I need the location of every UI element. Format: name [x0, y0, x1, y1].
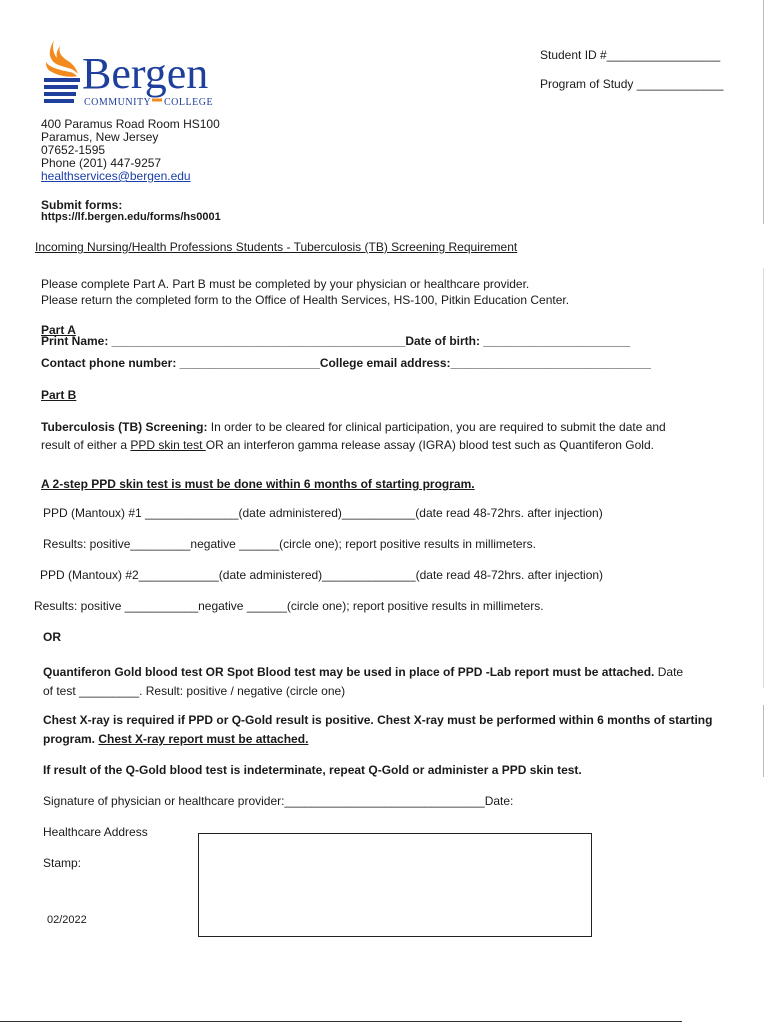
qgold-result-field[interactable]: of test _________. Result: positive / negative (circle one)	[43, 684, 346, 698]
program-of-study-field[interactable]: Program of Study _____________	[540, 77, 724, 91]
healthcare-address-label: Healthcare Address	[43, 825, 148, 839]
xray-notice-line2	[43, 732, 308, 746]
signature-row	[43, 794, 513, 808]
stamp-box[interactable]	[198, 833, 592, 937]
page-edge-rule	[763, 268, 764, 688]
address-line: 07652-1595	[41, 143, 106, 157]
ppd1-field[interactable]: PPD (Mantoux) #1 ______________(date administered)___________(date read 48-72hrs. after injection)	[43, 506, 603, 520]
logo-sub-left: COMMUNITY	[84, 97, 152, 108]
student-id-field[interactable]: Student ID #_________________	[540, 48, 721, 62]
address-line: Paramus, New Jersey	[41, 130, 159, 144]
bottom-rule	[0, 1021, 682, 1022]
tb-screening-text	[41, 420, 666, 434]
phone-number: Phone (201) 447-9257	[41, 156, 162, 170]
intro-line: Please complete Part A. Part B must be completed by your physician or healthcare provider.	[41, 277, 530, 291]
page-edge-rule	[763, 705, 764, 777]
bergen-college-logo	[40, 38, 226, 110]
results1-field[interactable]: Results: positive_________negative ______(circle one); report positive results in millimeters.	[43, 537, 536, 551]
xray-line2-pre: program.	[43, 732, 99, 746]
address-line: 400 Paramus Road Room HS100	[41, 117, 220, 131]
address-block	[41, 118, 220, 183]
tb-screening-label: Tuberculosis (TB) Screening:	[41, 420, 208, 434]
or-separator: OR	[43, 630, 61, 644]
page-edge-rule	[763, 0, 764, 224]
form-title: Incoming Nursing/Health Professions Students - Tuberculosis (TB) Screening Requirement	[35, 240, 518, 254]
logo-sub-right: COLLEGE	[164, 97, 214, 108]
qgold-date-label: Date	[654, 665, 684, 679]
tb-screening-rest: In order to be cleared for clinical participation, you are required to submit the date and	[207, 420, 666, 434]
email-link[interactable]: healthservices@bergen.edu	[41, 169, 191, 183]
ppd2-field[interactable]: PPD (Mantoux) #2____________(date administered)______________(date read 48-72hrs. after injection)	[40, 568, 604, 582]
submit-forms-url[interactable]: https://lf.bergen.edu/forms/hs0001	[41, 211, 221, 223]
intro-line: Please return the completed form to the Office of Health Services, HS-100, Pitkin Education Center.	[41, 293, 570, 307]
two-step-notice: A 2-step PPD skin test is must be done within 6 months of starting program.	[41, 477, 475, 491]
part-b-heading: Part B	[41, 388, 77, 402]
qgold-notice: Quantiferon Gold blood test OR Spot Blood test may be used in place of PPD -Lab report must be attached.	[43, 665, 655, 679]
tb-line2-post: OR an interferon gamma release assay (IGRA) blood test such as Quantiferon Gold.	[205, 438, 654, 452]
ppd-skin-test-text: PPD skin test	[130, 438, 206, 452]
qgold-text	[43, 665, 683, 679]
form-revision-date: 02/2022	[47, 914, 87, 926]
xray-notice: Chest X-ray is required if PPD or Q-Gold result is positive. Chest X-ray must be performed within 6 months of starting	[43, 713, 713, 727]
tb-line2-pre: result of either a	[41, 438, 131, 452]
stamp-label: Stamp:	[43, 856, 82, 870]
contact-field[interactable]: Contact phone number: _____________________College email address:______________________________	[41, 356, 651, 370]
signature-date-label: Date:	[484, 794, 514, 808]
logo-wordmark: Bergen	[82, 49, 209, 98]
indeterminate-notice: If result of the Q-Gold blood test is indeterminate, repeat Q-Gold or administer a PPD skin test.	[43, 763, 582, 777]
submit-forms-label: Submit forms:	[41, 198, 123, 212]
signature-label: Signature of physician or healthcare provider:	[43, 794, 285, 808]
xray-report-notice: Chest X-ray report must be attached.	[98, 732, 309, 746]
tb-screening-line2	[41, 438, 654, 452]
results2-field[interactable]: Results: positive ___________negative ______(circle one); report positive results in millimeters.	[34, 599, 544, 613]
print-name-field[interactable]: Print Name: ____________________________________________Date of birth: ______________________	[41, 334, 631, 348]
part-a-heading: Part A	[41, 323, 76, 337]
signature-field[interactable]: ______________________________	[284, 794, 485, 808]
